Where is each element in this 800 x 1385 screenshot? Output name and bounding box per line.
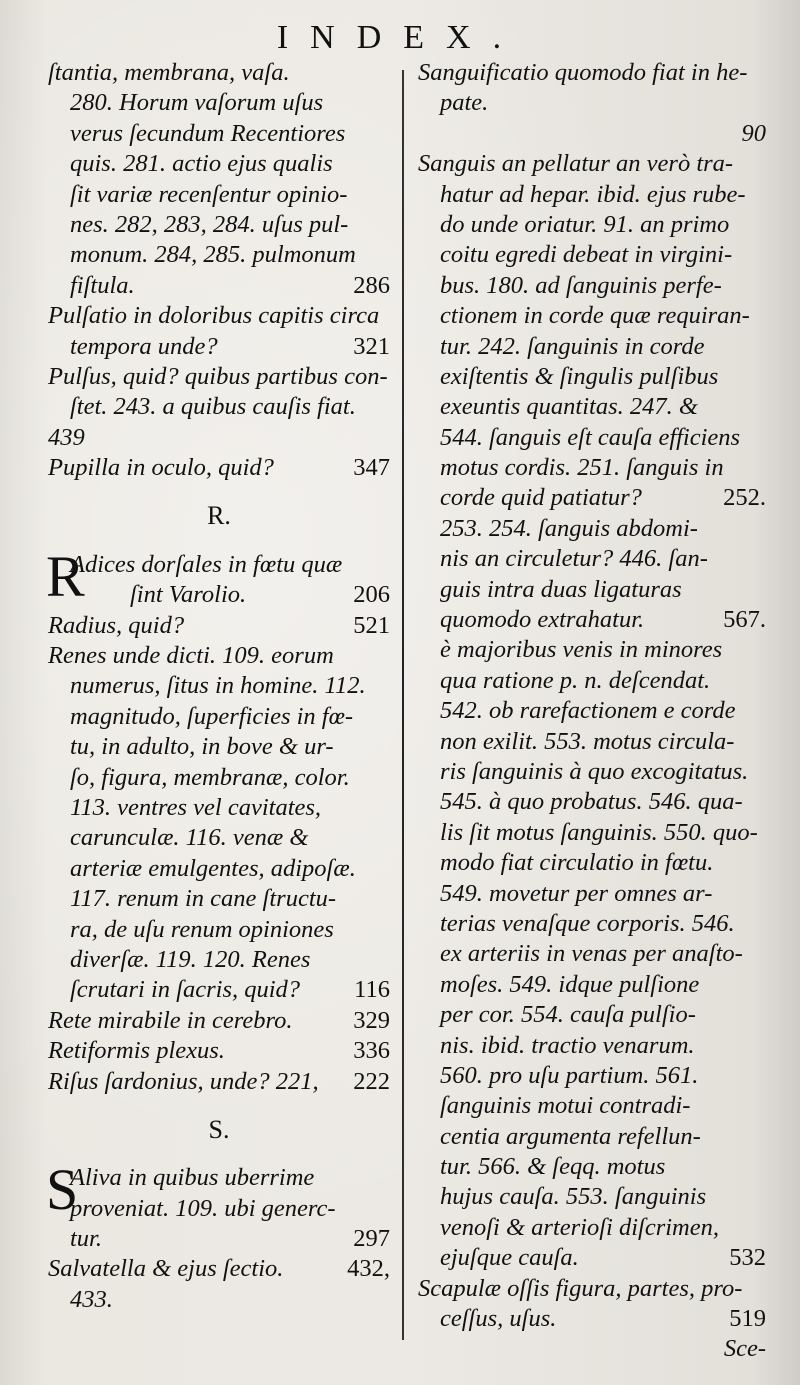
entry-text: 113. ventres vel cavitates,	[70, 793, 322, 821]
index-line	[48, 180, 390, 210]
index-line	[48, 271, 390, 301]
index-line	[418, 909, 766, 939]
index-line	[418, 149, 766, 179]
entry-text: Renes unde dicti. 109. eorum	[48, 642, 334, 670]
entry-text: exiſtentis & ſingulis pulſibus	[440, 362, 719, 390]
page-number: 532	[729, 1244, 766, 1272]
entry-text: S.	[208, 1114, 230, 1144]
entry-text: Adices dorſales in fœtu quæ	[70, 550, 343, 578]
entry-text: ſo, figura, membranæ, color.	[70, 763, 350, 791]
entry-text: Sanguis an pellatur an verò tra-	[418, 150, 734, 178]
index-line	[418, 58, 766, 88]
entry-text: Rete mirabile in cerebro.	[48, 1006, 293, 1034]
entry-text: carunculæ. 116. venæ &	[70, 824, 309, 852]
entry-text: fiſtula.	[70, 271, 135, 299]
index-line	[48, 1194, 390, 1224]
section-letter-heading	[48, 1115, 390, 1145]
entry-text: diverſæ. 119. 120. Renes	[70, 945, 311, 973]
index-line	[48, 210, 390, 240]
entry-text: guis intra duas ligaturas	[440, 575, 682, 603]
index-line	[48, 823, 390, 853]
entry-text: ſtantia, membrana, vaſa.	[48, 59, 290, 86]
index-line	[418, 119, 766, 149]
entry-text: terias venaſque corporis. 546.	[440, 909, 735, 937]
entry-text: corde quid patiatur?	[440, 484, 642, 512]
entry-text: ſit variæ recenſentur opinio-	[70, 180, 348, 208]
index-line	[48, 702, 390, 732]
index-line	[418, 1304, 766, 1334]
entry-text: ſcrutari in ſacris, quid?	[70, 976, 301, 1004]
entry-text: ctionem in corde quæ requiran-	[440, 302, 750, 330]
entry-text: moſes. 549. idque pulſione	[440, 970, 700, 998]
index-line	[48, 88, 390, 118]
catchword: Sce-	[723, 1335, 766, 1363]
index-line	[48, 149, 390, 179]
index-line	[418, 210, 766, 240]
blank-line	[48, 1097, 390, 1115]
index-line	[48, 1285, 390, 1315]
entry-text: ex arteriis in venas per anaſto-	[440, 940, 743, 968]
entry-text: R.	[207, 501, 231, 531]
page-number: 206	[353, 581, 390, 609]
index-line	[418, 1182, 766, 1212]
entry-text: centia argumenta refellun-	[440, 1122, 701, 1150]
entry-text: do unde oriatur. 91. an primo	[440, 210, 730, 238]
page-number: 432,	[347, 1255, 390, 1283]
page-number: 297	[353, 1225, 390, 1253]
entry-text: quis. 281. actio ejus qualis	[70, 150, 333, 178]
entry-text: Radius, quid?	[48, 611, 185, 639]
index-line	[418, 1152, 766, 1182]
section-letter-heading	[48, 501, 390, 531]
index-line	[48, 1006, 390, 1036]
entry-text: hujus cauſa. 553. ſanguinis	[440, 1183, 707, 1211]
entry-text: nes. 282, 283, 284. uſus pul-	[70, 210, 349, 238]
index-line	[418, 1031, 766, 1061]
index-line	[418, 1274, 766, 1304]
index-line	[48, 945, 390, 975]
entry-text: nis. ibid. tractio venarum.	[440, 1031, 695, 1059]
index-line	[48, 392, 390, 422]
entry-text: qua ratione p. n. deſcendat.	[440, 666, 711, 694]
index-line	[418, 757, 766, 787]
index-line	[48, 671, 390, 701]
index-line	[48, 1254, 390, 1284]
entry-text: Retiformis plexus.	[48, 1037, 225, 1065]
index-line	[418, 180, 766, 210]
index-line	[418, 1091, 766, 1121]
index-line	[418, 939, 766, 969]
entry-text: 545. à quo probatus. 546. qua-	[440, 788, 743, 816]
page-number: 347	[353, 454, 390, 482]
left-column	[48, 58, 390, 1315]
index-line	[48, 423, 390, 453]
drop-cap-letter: R	[46, 543, 85, 609]
index-line	[418, 879, 766, 909]
index-line	[418, 544, 766, 574]
index-line	[48, 453, 390, 483]
entry-text: ra, de uſu renum opiniones	[70, 915, 334, 943]
entry-text: Salvatella & ejus ſectio.	[48, 1255, 284, 1283]
entry-text: ceſſus, uſus.	[440, 1305, 557, 1333]
entry-text: tempora unde?	[70, 332, 218, 360]
entry-text: verus ſecundum Recentiores	[70, 119, 346, 147]
index-line	[418, 392, 766, 422]
entry-text: per cor. 554. cauſa pulſio-	[440, 1001, 696, 1029]
entry-text: 253. 254. ſanguis abdomi-	[440, 514, 698, 542]
entry-text: tur. 242. ſanguinis in corde	[440, 332, 705, 360]
page-number: 222	[353, 1067, 390, 1095]
entry-text: 560. pro uſu partium. 561.	[440, 1061, 699, 1089]
index-line	[48, 641, 390, 671]
entry-text: pate.	[440, 89, 489, 117]
index-line	[48, 732, 390, 762]
index-line	[418, 727, 766, 757]
index-line	[418, 453, 766, 483]
entry-text: ſanguinis motui contradi-	[440, 1092, 691, 1120]
entry-text: Scapulæ oſſis figura, partes, pro-	[418, 1274, 743, 1302]
right-column	[418, 58, 766, 1365]
index-line	[48, 362, 390, 392]
index-line	[48, 1067, 390, 1097]
entry-text: tur. 566. & ſeqq. motus	[440, 1153, 666, 1181]
entry-text: nis an circuletur? 446. ſan-	[440, 545, 708, 573]
entry-text: è majoribus venis in minores	[440, 636, 723, 664]
entry-text: ſtet. 243. a quibus cauſis fiat.	[70, 393, 356, 421]
entry-text: magnitudo, ſuperficies in fœ-	[70, 702, 354, 730]
index-line	[418, 514, 766, 544]
entry-text: Aliva in quibus uberrime	[70, 1164, 315, 1192]
index-line	[48, 854, 390, 884]
index-line	[418, 635, 766, 665]
index-line	[48, 240, 390, 270]
entry-text: 117. renum in cane ſtructu-	[70, 885, 337, 913]
entry-text: venoſi & arterioſi diſcrimen,	[440, 1213, 719, 1241]
entry-text: lis ſit motus ſanguinis. 550. quo-	[440, 818, 758, 846]
page-number: 286	[353, 271, 390, 299]
entry-text: monum. 284, 285. pulmonum	[70, 241, 356, 269]
page-number: 336	[353, 1037, 390, 1065]
page-number: 321	[353, 332, 390, 360]
index-line	[48, 611, 390, 641]
index-line	[418, 301, 766, 331]
index-line	[48, 58, 390, 88]
index-line	[48, 301, 390, 331]
page-number: 521	[353, 611, 390, 639]
index-line	[48, 580, 390, 610]
index-line	[48, 884, 390, 914]
entry-text: tu, in adulto, in bove & ur-	[70, 733, 334, 761]
column-divider	[402, 70, 404, 1340]
entry-text: 433.	[70, 1285, 113, 1313]
index-line	[418, 1000, 766, 1030]
entry-text: exeuntis quantitas. 247. &	[440, 393, 698, 421]
entry-text: 549. movetur per omnes ar-	[440, 879, 713, 907]
entry-text: quomodo extrahatur.	[440, 606, 645, 634]
index-line	[48, 975, 390, 1005]
index-line	[48, 1036, 390, 1066]
blank-line	[48, 483, 390, 501]
page-header: INDEX.	[276, 19, 524, 56]
entry-text: ejuſque cauſa.	[440, 1244, 579, 1272]
entry-text: proveniat. 109. ubi generc-	[70, 1194, 336, 1222]
index-line	[418, 787, 766, 817]
entry-text: Pulſus, quid? quibus partibus con-	[48, 362, 388, 390]
blank-line	[48, 532, 390, 550]
index-line	[418, 1213, 766, 1243]
page-number: 519	[729, 1305, 766, 1333]
drop-cap-letter: S	[46, 1157, 79, 1223]
index-line	[418, 1243, 766, 1273]
page-number: 90	[741, 119, 766, 147]
index-line	[418, 271, 766, 301]
entry-text: tur.	[70, 1225, 103, 1253]
index-line	[48, 763, 390, 793]
index-line	[418, 332, 766, 362]
index-line	[418, 240, 766, 270]
index-line	[418, 848, 766, 878]
page-number: 567.	[723, 606, 766, 634]
index-line	[418, 423, 766, 453]
entry-text: 280. Horum vaſorum uſus	[70, 89, 324, 117]
index-line	[418, 818, 766, 848]
page-number: 329	[353, 1006, 390, 1034]
entry-text: non exilit. 553. motus circula-	[440, 727, 735, 755]
entry-text: ris ſanguinis à quo excogitatus.	[440, 757, 749, 785]
page-number: 252.	[723, 484, 766, 512]
entry-text: modo fiat circulatio in fœtu.	[440, 849, 714, 877]
index-line	[418, 362, 766, 392]
entry-text: Sanguificatio quomodo fiat in he-	[418, 59, 748, 86]
entry-text: Pupilla in oculo, quid?	[48, 454, 274, 482]
index-line	[418, 605, 766, 635]
index-line	[48, 793, 390, 823]
entry-text: bus. 180. ad ſanguinis perfe-	[440, 271, 722, 299]
entry-text: arteriæ emulgentes, adipoſæ.	[70, 854, 356, 882]
entry-text: motus cordis. 251. ſanguis in	[440, 454, 724, 482]
index-line	[418, 666, 766, 696]
index-line	[418, 696, 766, 726]
index-line	[418, 88, 766, 118]
index-line	[48, 332, 390, 362]
entry-text: Pulſatio in doloribus capitis circa	[48, 302, 380, 330]
index-line	[418, 483, 766, 513]
index-line	[48, 915, 390, 945]
index-line	[418, 970, 766, 1000]
blank-line	[48, 1145, 390, 1163]
index-line	[48, 119, 390, 149]
entry-text: coitu egredi debeat in virgini-	[440, 241, 733, 269]
entry-text: 439	[48, 423, 85, 451]
entry-text: 542. ob rarefactionem e corde	[440, 697, 736, 725]
page-number: 116	[354, 976, 390, 1004]
entry-text: numerus, ſitus in homine. 112.	[70, 672, 366, 700]
entry-text: ſint Varolio.	[130, 581, 247, 609]
index-line	[418, 1061, 766, 1091]
entry-text: Riſus ſardonius, unde? 221,	[48, 1067, 319, 1095]
index-line	[418, 575, 766, 605]
index-line	[48, 1224, 390, 1254]
entry-text: 544. ſanguis eſt cauſa efficiens	[440, 423, 741, 451]
index-line	[418, 1122, 766, 1152]
entry-text: hatur ad hepar. ibid. ejus rube-	[440, 180, 746, 208]
